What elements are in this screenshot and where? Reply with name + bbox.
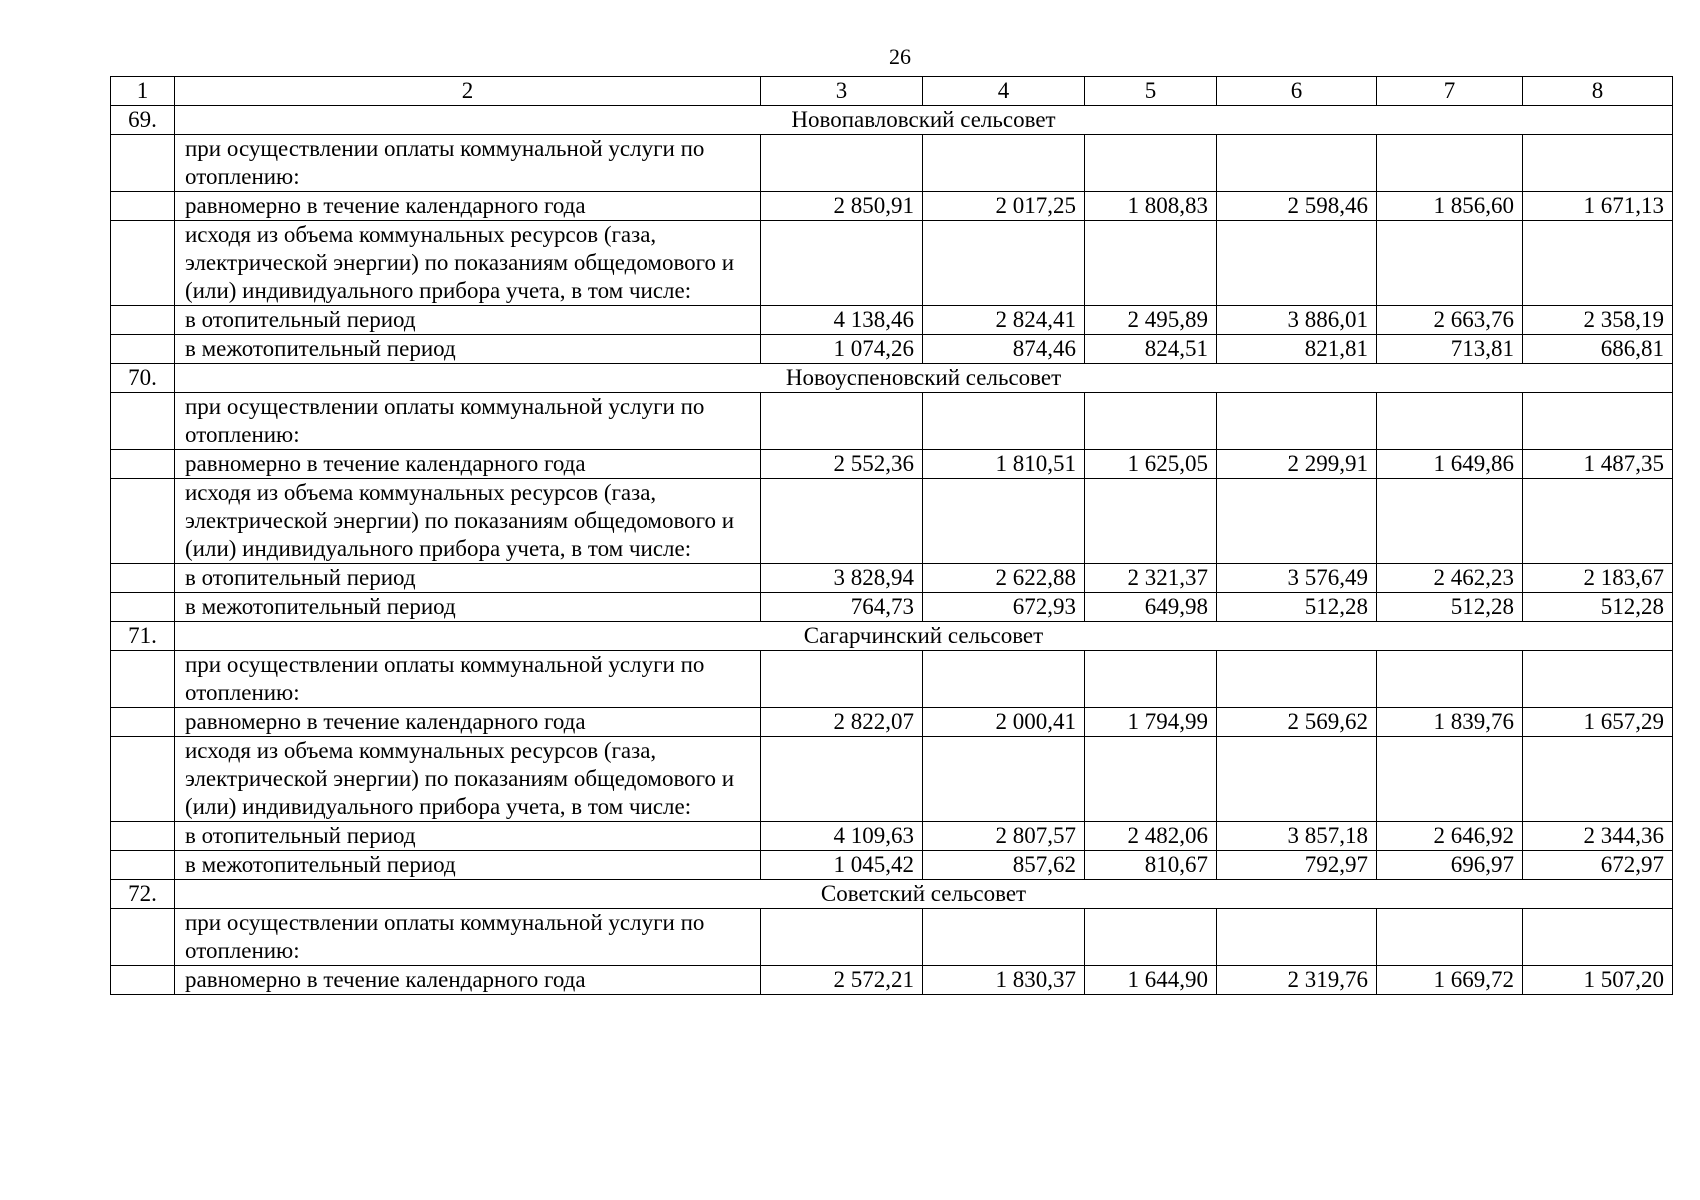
value-cell: 1 810,51 bbox=[923, 450, 1085, 479]
value-cell: 686,81 bbox=[1523, 335, 1673, 364]
value-cell: 1 487,35 bbox=[1523, 450, 1673, 479]
section-header-row bbox=[111, 106, 1673, 135]
column-header: 7 bbox=[1377, 77, 1523, 106]
value-cell: 2 824,41 bbox=[923, 306, 1085, 335]
row-label: при осуществлении оплаты коммунальной услуги по отоплению: bbox=[175, 135, 761, 192]
column-header: 8 bbox=[1523, 77, 1673, 106]
section-index: 69. bbox=[111, 106, 175, 135]
value-cell: 2 646,92 bbox=[1377, 822, 1523, 851]
value-cell: 1 671,13 bbox=[1523, 192, 1673, 221]
table-row bbox=[111, 851, 1673, 880]
value-cell: 4 138,46 bbox=[761, 306, 923, 335]
value-cell: 1 644,90 bbox=[1085, 966, 1217, 995]
row-label: в отопительный период bbox=[175, 564, 761, 593]
row-label: в межотопительный период bbox=[175, 593, 761, 622]
value-cell: 2 183,67 bbox=[1523, 564, 1673, 593]
row-label: в отопительный период bbox=[175, 822, 761, 851]
value-cell: 2 495,89 bbox=[1085, 306, 1217, 335]
value-cell: 672,97 bbox=[1523, 851, 1673, 880]
section-index: 72. bbox=[111, 880, 175, 909]
value-cell: 1 794,99 bbox=[1085, 708, 1217, 737]
value-cell: 2 552,36 bbox=[761, 450, 923, 479]
value-cell: 1 657,29 bbox=[1523, 708, 1673, 737]
section-index: 71. bbox=[111, 622, 175, 651]
table-row bbox=[111, 221, 1673, 306]
row-label: при осуществлении оплаты коммунальной услуги по отоплению: bbox=[175, 393, 761, 450]
row-label: в отопительный период bbox=[175, 306, 761, 335]
column-header: 5 bbox=[1085, 77, 1217, 106]
value-cell: 1 856,60 bbox=[1377, 192, 1523, 221]
table-row bbox=[111, 192, 1673, 221]
value-cell: 764,73 bbox=[761, 593, 923, 622]
value-cell: 2 299,91 bbox=[1217, 450, 1377, 479]
value-cell: 792,97 bbox=[1217, 851, 1377, 880]
value-cell: 1 507,20 bbox=[1523, 966, 1673, 995]
row-label: в межотопительный период bbox=[175, 335, 761, 364]
section-header-row bbox=[111, 364, 1673, 393]
row-label: исходя из объема коммунальных ресурсов (газа, электрической энергии) по показаниям общедомового и (или) индивидуального прибора учета, в том числе: bbox=[175, 221, 761, 306]
table-row bbox=[111, 564, 1673, 593]
page-number: 26 bbox=[889, 44, 911, 69]
value-cell: 512,28 bbox=[1217, 593, 1377, 622]
column-header: 1 bbox=[111, 77, 175, 106]
value-cell: 2 807,57 bbox=[923, 822, 1085, 851]
row-label: при осуществлении оплаты коммунальной услуги по отоплению: bbox=[175, 909, 761, 966]
table-row bbox=[111, 135, 1673, 192]
row-label: равномерно в течение календарного года bbox=[175, 966, 761, 995]
section-name: Новопавловский сельсовет bbox=[175, 106, 1673, 135]
section-name: Новоуспеновский сельсовет bbox=[175, 364, 1673, 393]
value-cell: 512,28 bbox=[1377, 593, 1523, 622]
value-cell: 672,93 bbox=[923, 593, 1085, 622]
table-row bbox=[111, 966, 1673, 995]
value-cell: 2 000,41 bbox=[923, 708, 1085, 737]
table-row bbox=[111, 306, 1673, 335]
row-label: исходя из объема коммунальных ресурсов (газа, электрической энергии) по показаниям общедомового и (или) индивидуального прибора учета, в том числе: bbox=[175, 479, 761, 564]
table-row bbox=[111, 708, 1673, 737]
row-label: в межотопительный период bbox=[175, 851, 761, 880]
section-index: 70. bbox=[111, 364, 175, 393]
value-cell: 3 828,94 bbox=[761, 564, 923, 593]
value-cell: 2 319,76 bbox=[1217, 966, 1377, 995]
value-cell: 2 344,36 bbox=[1523, 822, 1673, 851]
value-cell: 696,97 bbox=[1377, 851, 1523, 880]
value-cell: 1 649,86 bbox=[1377, 450, 1523, 479]
value-cell: 649,98 bbox=[1085, 593, 1217, 622]
table-row bbox=[111, 651, 1673, 708]
value-cell: 2 572,21 bbox=[761, 966, 923, 995]
value-cell: 713,81 bbox=[1377, 335, 1523, 364]
column-header-row bbox=[111, 77, 1673, 106]
tariff-table bbox=[110, 76, 1673, 995]
value-cell: 821,81 bbox=[1217, 335, 1377, 364]
value-cell: 2 358,19 bbox=[1523, 306, 1673, 335]
value-cell: 2 850,91 bbox=[761, 192, 923, 221]
value-cell: 1 074,26 bbox=[761, 335, 923, 364]
value-cell: 1 625,05 bbox=[1085, 450, 1217, 479]
column-header: 3 bbox=[761, 77, 923, 106]
value-cell: 2 598,46 bbox=[1217, 192, 1377, 221]
value-cell: 2 462,23 bbox=[1377, 564, 1523, 593]
value-cell: 1 669,72 bbox=[1377, 966, 1523, 995]
table-row bbox=[111, 479, 1673, 564]
value-cell: 4 109,63 bbox=[761, 822, 923, 851]
value-cell: 2 482,06 bbox=[1085, 822, 1217, 851]
table-row bbox=[111, 335, 1673, 364]
table-row bbox=[111, 737, 1673, 822]
value-cell: 1 839,76 bbox=[1377, 708, 1523, 737]
value-cell: 2 321,37 bbox=[1085, 564, 1217, 593]
section-name: Советский сельсовет bbox=[175, 880, 1673, 909]
value-cell: 3 576,49 bbox=[1217, 564, 1377, 593]
value-cell: 3 857,18 bbox=[1217, 822, 1377, 851]
value-cell: 810,67 bbox=[1085, 851, 1217, 880]
table-row bbox=[111, 393, 1673, 450]
section-name: Сагарчинский сельсовет bbox=[175, 622, 1673, 651]
value-cell: 1 045,42 bbox=[761, 851, 923, 880]
row-label: исходя из объема коммунальных ресурсов (газа, электрической энергии) по показаниям общедомового и (или) индивидуального прибора учета, в том числе: bbox=[175, 737, 761, 822]
column-header: 2 bbox=[175, 77, 761, 106]
value-cell: 2 569,62 bbox=[1217, 708, 1377, 737]
column-header: 4 bbox=[923, 77, 1085, 106]
row-label: равномерно в течение календарного года bbox=[175, 708, 761, 737]
table-row bbox=[111, 450, 1673, 479]
value-cell: 824,51 bbox=[1085, 335, 1217, 364]
table-row bbox=[111, 909, 1673, 966]
value-cell: 2 663,76 bbox=[1377, 306, 1523, 335]
table-row bbox=[111, 593, 1673, 622]
value-cell: 1 830,37 bbox=[923, 966, 1085, 995]
section-header-row bbox=[111, 880, 1673, 909]
section-header-row bbox=[111, 622, 1673, 651]
column-header: 6 bbox=[1217, 77, 1377, 106]
value-cell: 2 622,88 bbox=[923, 564, 1085, 593]
row-label: равномерно в течение календарного года bbox=[175, 450, 761, 479]
value-cell: 512,28 bbox=[1523, 593, 1673, 622]
value-cell: 857,62 bbox=[923, 851, 1085, 880]
row-label: при осуществлении оплаты коммунальной услуги по отоплению: bbox=[175, 651, 761, 708]
value-cell: 1 808,83 bbox=[1085, 192, 1217, 221]
value-cell: 874,46 bbox=[923, 335, 1085, 364]
table-row bbox=[111, 822, 1673, 851]
row-label: равномерно в течение календарного года bbox=[175, 192, 761, 221]
value-cell: 3 886,01 bbox=[1217, 306, 1377, 335]
value-cell: 2 017,25 bbox=[923, 192, 1085, 221]
value-cell: 2 822,07 bbox=[761, 708, 923, 737]
